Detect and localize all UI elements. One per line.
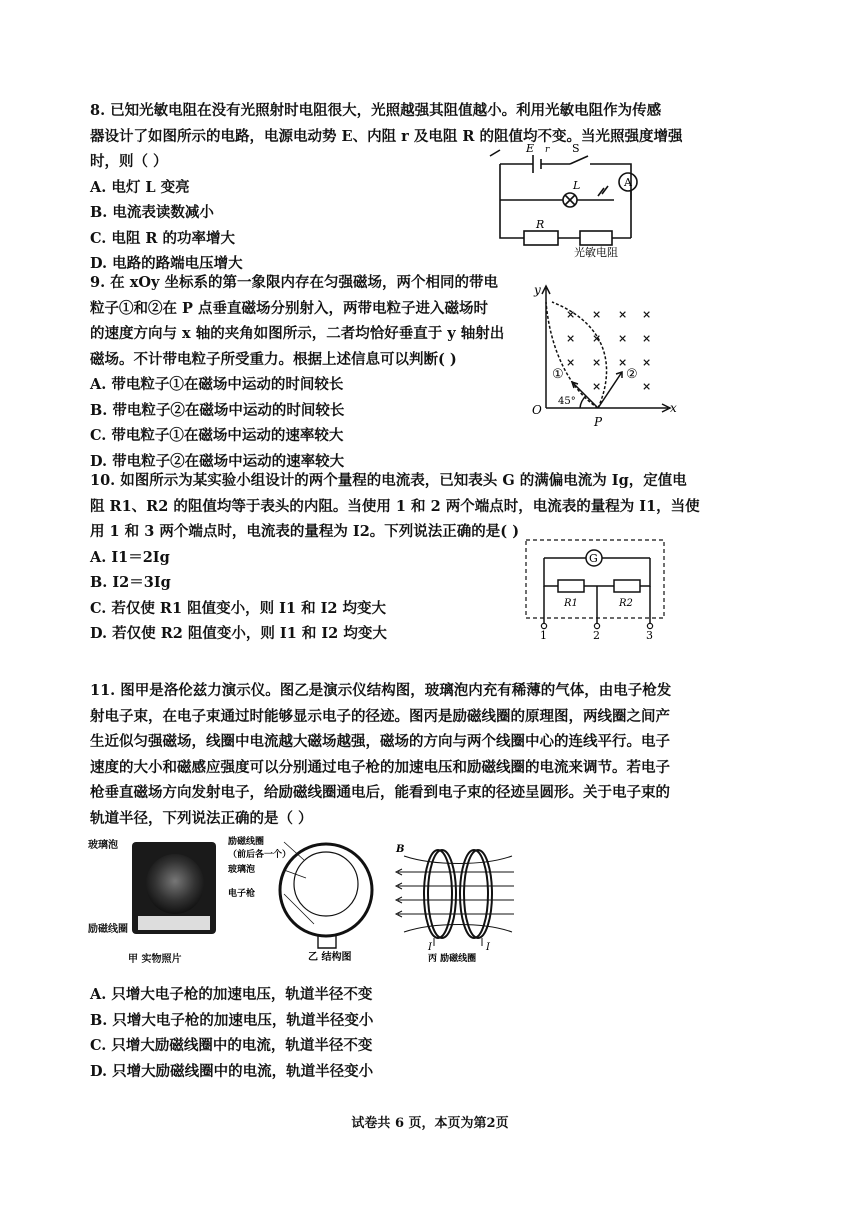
q10-terminal-1: 1 xyxy=(540,629,547,640)
q11-option-a: A. 只增大电子枪的加速电压，轨道半径不变 xyxy=(90,986,373,1003)
q11-option-d: D. 只增大励磁线圈中的电流，轨道半径变小 xyxy=(90,1062,374,1080)
q9-option-c: C. 带电粒子①在磁场中运动的速率较大 xyxy=(90,427,344,444)
q11-bing-b-label: B xyxy=(396,844,405,855)
question-11 xyxy=(90,678,671,831)
svg-text:×: × xyxy=(618,308,628,321)
q11-yi-coil-note: （前后各一个） xyxy=(228,850,292,860)
q10-terminal-2: 2 xyxy=(593,629,600,640)
svg-text:×: × xyxy=(566,356,576,369)
q8-option-d: D. 电路的路端电压增大 xyxy=(90,255,243,272)
q11-line-3: 生近似匀强磁场，线圈中电流越大磁场越强，磁场的方向与两个线圈中心的连线平行。电子 xyxy=(90,733,670,750)
q11-yi-bulb-label: 玻璃泡 xyxy=(228,865,256,875)
q8-label-e: E xyxy=(526,142,535,155)
q8-label-resistor: R xyxy=(536,218,545,231)
q11-jia-coil-label: 励磁线圈 xyxy=(88,924,128,935)
q9-option-a: A. 带电粒子①在磁场中运动的时间较长 xyxy=(90,376,344,393)
q10-option-c: C. 若仅使 R1 阻值变小，则 I1 和 I2 均变大 xyxy=(90,599,387,617)
q10-option-a: A. I1＝2Ig xyxy=(90,548,170,566)
q9-label-origin: O xyxy=(532,403,542,417)
q9-label-p: P xyxy=(594,415,603,429)
q10-option-b: B. I2＝3Ig xyxy=(90,574,171,591)
q11-bing-i-left: I xyxy=(428,942,432,953)
svg-text:×: × xyxy=(642,332,652,345)
question-11-options xyxy=(90,982,373,1084)
svg-text:×: × xyxy=(592,308,602,321)
svg-text:×: × xyxy=(642,308,652,321)
q8-label-s: S xyxy=(572,142,580,155)
svg-text:×: × xyxy=(592,356,602,369)
svg-text:×: × xyxy=(618,356,628,369)
q9-line-1: 9. 在 xOy 坐标系的第一象限内存在匀强磁场，两个相同的带电 xyxy=(90,274,498,291)
page-footer: 试卷共 6 页，本页为第2页 xyxy=(351,1116,509,1131)
q10-line-1: 10. 如图所示为某实验小组设计的两个量程的电流表，已知表头 G 的满偏电流为 Ig，定值电 xyxy=(90,472,687,489)
q11-line-2: 射电子束，在电子束通过时能够显示电子的径迹。图丙是励磁线圈的原理图，两线圈之间产 xyxy=(90,707,670,725)
q8-option-b: B. 电流表读数减小 xyxy=(90,204,214,221)
q10-terminal-3: 3 xyxy=(646,629,653,640)
q11-photo-jia xyxy=(88,832,218,967)
q9-label-particle-2: ② xyxy=(626,367,638,382)
q9-line-3: 的速度方向与 x 轴的夹角如图所示，二者均恰好垂直于 y 轴射出 xyxy=(90,325,505,342)
q8-label-ammeter: A xyxy=(624,176,632,189)
q8-line-2: 器设计了如图所示的电路，电源电动势 E、内阻 r 及电阻 R 的阻值均不变。当光照强度增强 xyxy=(90,127,683,145)
svg-text:×: × xyxy=(592,332,602,345)
q11-bing-i-right: I xyxy=(486,942,490,953)
q9-label-angle: 45° xyxy=(558,396,576,407)
q9-label-x: x xyxy=(670,401,677,415)
question-9 xyxy=(90,270,504,474)
svg-text:×: × xyxy=(642,356,652,369)
q8-label-photoresistor: 光敏电阻 xyxy=(574,246,618,259)
q11-caption-jia: 甲 实物照片 xyxy=(128,954,182,965)
q11-yi-coil-label: 励磁线圈 xyxy=(228,837,265,847)
q8-label-lamp: L xyxy=(573,179,581,192)
q11-line-6: 轨道半径，下列说法正确的是（ ） xyxy=(90,809,313,827)
q11-option-b: B. 只增大电子枪的加速电压，轨道半径变小 xyxy=(90,1011,374,1029)
q9-label-particle-1: ① xyxy=(552,367,564,382)
q11-yi-gun-label: 电子枪 xyxy=(228,889,256,899)
svg-text:×: × xyxy=(592,380,602,393)
q11-line-5: 枪垂直磁场方向发射电子，给励磁线圈通电后，能看到电子束的径迹呈圆形。关于电子束的 xyxy=(90,784,670,801)
q9-line-2: 粒子①和②在 P 点垂直磁场分别射入，两带电粒子进入磁场时 xyxy=(90,299,488,317)
q11-caption-bing: 丙 励磁线圈 xyxy=(428,954,477,962)
q9-label-y: y xyxy=(534,283,541,297)
q11-jia-bulb-label: 玻璃泡 xyxy=(88,840,118,851)
q10-line-3: 用 1 和 3 两个端点时，电流表的量程为 I2。下列说法正确的是( ) xyxy=(90,523,520,540)
q8-circuit-diagram xyxy=(488,142,638,260)
svg-text:×: × xyxy=(618,332,628,345)
svg-text:×: × xyxy=(642,380,652,393)
q11-caption-yi: 乙 结构图 xyxy=(308,952,352,963)
q8-line-3: 时，则（ ） xyxy=(90,153,168,170)
q10-label-r1: R1 xyxy=(564,598,578,609)
q8-line-1: 8. 已知光敏电阻在没有光照射时电阻很大，光照越强其阻值越小。利用光敏电阻作为传感 xyxy=(90,102,662,119)
q10-label-galvanometer: G xyxy=(589,552,598,565)
q9-option-d: D. 带电粒子②在磁场中运动的速率较大 xyxy=(90,452,345,470)
q9-option-b: B. 带电粒子②在磁场中运动的时间较长 xyxy=(90,401,345,419)
q11-option-c: C. 只增大励磁线圈中的电流，轨道半径不变 xyxy=(90,1037,373,1054)
q9-line-4: 磁场。不计带电粒子所受重力。根据上述信息可以判断( ) xyxy=(90,350,457,368)
q8-label-r: r xyxy=(545,145,550,155)
q8-option-a: A. 电灯 L 变亮 xyxy=(90,178,190,196)
q10-line-2: 阻 R1、R2 的阻值均等于表头的内阻。当使用 1 和 2 两个端点时，电流表的量程为 I1，当使 xyxy=(90,497,700,515)
q9-magnetic-field-diagram xyxy=(530,280,680,450)
q8-option-c: C. 电阻 R 的功率增大 xyxy=(90,229,236,247)
q10-option-d: D. 若仅使 R2 阻值变小，则 I1 和 I2 均变大 xyxy=(90,625,387,642)
q10-label-r2: R2 xyxy=(619,598,633,609)
q10-ammeter-diagram xyxy=(524,538,670,640)
q11-structure-yi xyxy=(226,832,376,967)
q11-line-1: 11. 图甲是洛伦兹力演示仪。图乙是演示仪结构图，玻璃泡内充有稀薄的气体，由电子枪发 xyxy=(90,682,672,699)
svg-text:×: × xyxy=(566,332,576,345)
q11-coils-bing xyxy=(394,836,520,962)
svg-text:×: × xyxy=(566,308,576,321)
q11-line-4: 速度的大小和磁感应强度可以分别通过电子枪的加速电压和励磁线圈的电流来调节。若电子 xyxy=(90,758,670,776)
